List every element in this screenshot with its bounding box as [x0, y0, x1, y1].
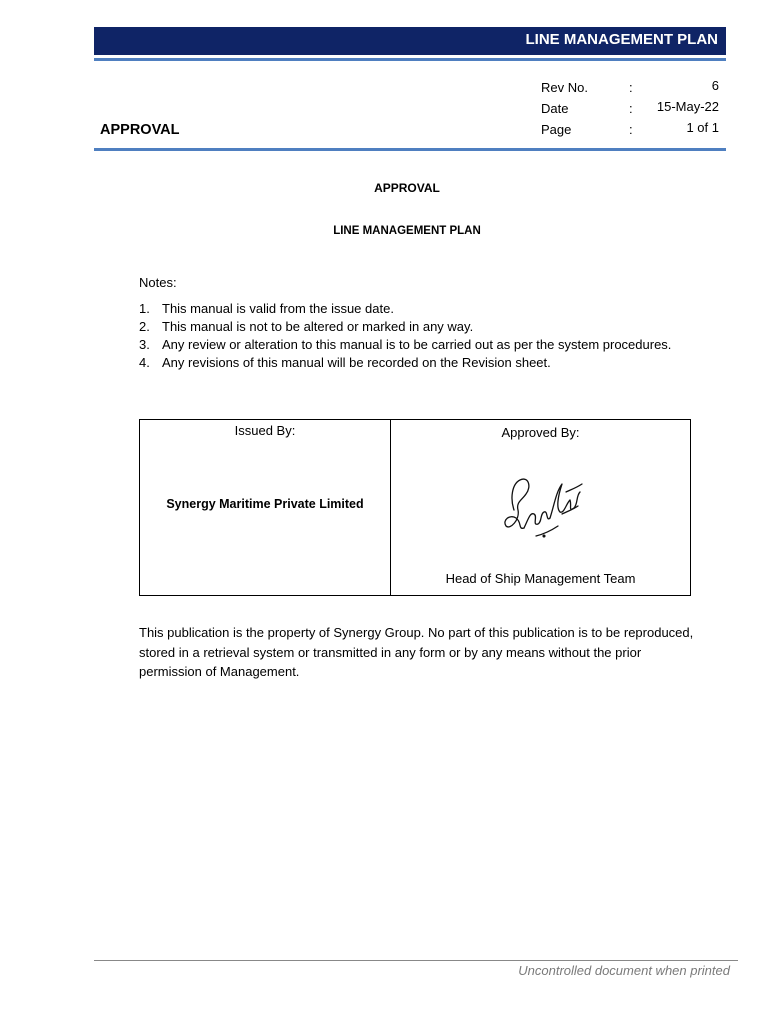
signature-image: [496, 470, 586, 542]
meta-row-date: [541, 101, 721, 122]
list-text: This manual is not to be altered or marked in any way.: [162, 319, 474, 334]
list-text: Any review or alteration to this manual is to be carried out as per the system procedures.: [162, 337, 672, 352]
list-number: 1.: [139, 301, 150, 316]
header-bar: [94, 27, 726, 55]
meta-value: 1 of 1: [686, 120, 719, 135]
meta-value: 15-May-22: [656, 99, 719, 114]
meta-separator: :: [629, 80, 633, 95]
document-meta: [541, 80, 721, 143]
document-title: LINE MANAGEMENT PLAN: [525, 31, 718, 48]
meta-key: Page: [541, 122, 572, 137]
notes-list: [139, 300, 679, 372]
meta-key: Date: [541, 101, 569, 116]
notes-label: Notes:: [139, 275, 177, 290]
approved-by-cell: [391, 420, 690, 595]
list-number: 4.: [139, 355, 150, 370]
meta-value: 6: [711, 78, 719, 93]
list-item: [139, 354, 679, 372]
list-text: Any revisions of this manual will be recorded on the Revision sheet.: [162, 355, 551, 370]
list-number: 3.: [139, 337, 150, 352]
approved-by-label: Approved By:: [501, 425, 580, 440]
list-text: This manual is valid from the issue date.: [162, 301, 394, 316]
list-item: [139, 336, 679, 354]
section-title: APPROVAL: [100, 122, 180, 138]
section-divider: [94, 148, 726, 151]
header-divider: [94, 58, 726, 61]
approved-by-role: Head of Ship Management Team: [445, 571, 636, 586]
meta-row-rev: [541, 80, 721, 101]
page-subheading: LINE MANAGEMENT PLAN: [333, 225, 481, 237]
meta-separator: :: [629, 101, 633, 116]
list-number: 2.: [139, 319, 150, 334]
footer-note: Uncontrolled document when printed: [518, 963, 730, 978]
list-item: [139, 300, 679, 318]
footer-divider: [94, 960, 738, 961]
approval-table: [139, 419, 691, 596]
list-item: [139, 318, 679, 336]
meta-row-page: [541, 122, 721, 143]
page-heading: APPROVAL: [374, 181, 440, 195]
issued-by-company: Synergy Maritime Private Limited: [166, 497, 364, 511]
meta-separator: :: [629, 122, 633, 137]
issued-by-label: Issued By:: [234, 423, 296, 438]
issued-by-cell: [140, 420, 391, 595]
meta-key: Rev No.: [541, 80, 588, 95]
property-notice: This publication is the property of Synergy Group. No part of this publication is to be reproduced, stored in a retrieval system or transmitted in any form or by any means without the prior permission of Management.: [139, 625, 694, 679]
